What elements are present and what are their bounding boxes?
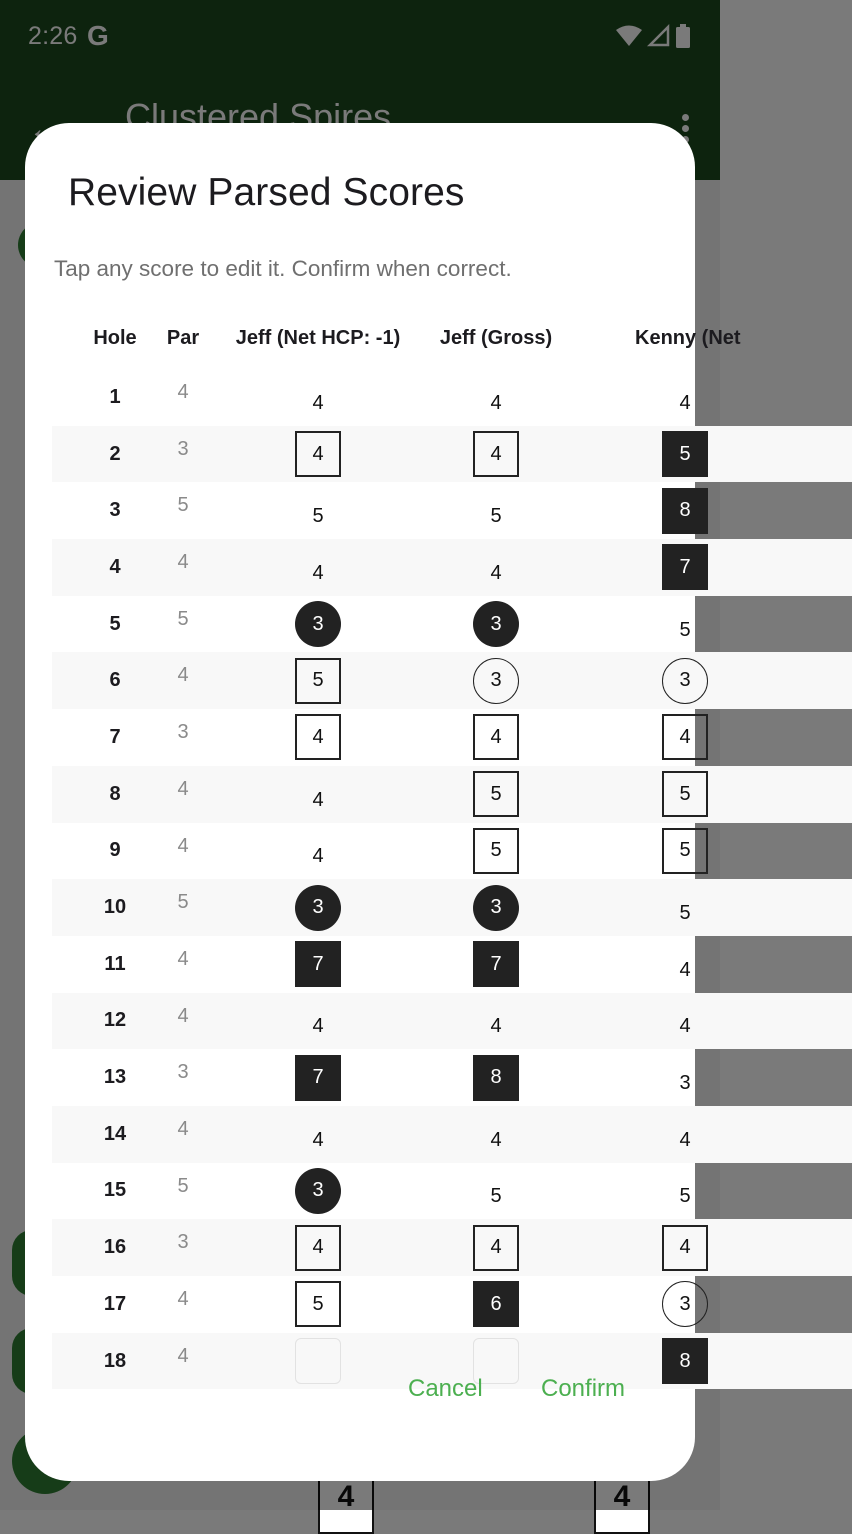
table-row — [52, 596, 852, 653]
score-cell-kenny-net — [662, 652, 708, 709]
score-bogey[interactable]: 4 — [473, 1225, 519, 1271]
score-cell-kenny-net — [662, 766, 708, 823]
score-par[interactable]: 4 — [312, 391, 324, 414]
par-value: 3 — [177, 1231, 189, 1254]
score-cell-jeff-net — [295, 426, 341, 483]
score-cell-jeff-gross — [473, 879, 519, 936]
score-bogey[interactable]: 4 — [295, 431, 341, 477]
hole-number: 13 — [103, 1066, 127, 1089]
par-value: 4 — [177, 1288, 189, 1310]
cancel-button[interactable]: Cancel — [408, 1375, 483, 1402]
table-row — [52, 539, 852, 596]
score-eagle[interactable]: 3 — [473, 885, 519, 931]
score-cell-jeff-net — [295, 1219, 341, 1276]
score-double[interactable]: 7 — [295, 1055, 341, 1101]
hole-number: 12 — [103, 1009, 127, 1032]
score-cell-jeff-gross — [473, 369, 519, 426]
table-row — [52, 936, 852, 993]
score-cell-kenny-net — [662, 1163, 708, 1220]
table-row — [52, 1276, 852, 1333]
score-bogey[interactable]: 4 — [295, 1225, 341, 1271]
score-birdie[interactable]: 3 — [662, 1281, 708, 1327]
score-double[interactable]: 7 — [473, 941, 519, 987]
par-value: 4 — [177, 664, 189, 687]
score-bogey[interactable]: 5 — [662, 771, 708, 817]
score-cell-jeff-gross — [473, 1049, 519, 1106]
score-cell-kenny-net — [662, 482, 708, 539]
score-cell-jeff-net — [295, 993, 341, 1050]
hole-number: 14 — [103, 1122, 127, 1145]
par-value: 4 — [177, 1117, 189, 1140]
score-cell-jeff-gross — [473, 426, 519, 483]
score-bogey[interactable]: 5 — [295, 1281, 341, 1327]
table-row — [52, 993, 852, 1050]
score-par[interactable]: 4 — [679, 1015, 691, 1038]
par-value: 5 — [177, 1174, 189, 1197]
par-value: 3 — [177, 721, 189, 744]
score-cell-jeff-net — [295, 369, 341, 426]
score-double[interactable]: 7 — [662, 544, 708, 590]
score-cell-jeff-net — [295, 1163, 341, 1220]
hole-number: 10 — [103, 896, 127, 919]
score-cell-jeff-gross — [473, 823, 519, 880]
score-bogey[interactable]: 5 — [662, 828, 708, 874]
hole-number: 17 — [103, 1292, 127, 1315]
dialog-subtitle: Tap any score to edit it. Confirm when correct. — [54, 256, 512, 281]
hole-number: 3 — [109, 499, 121, 522]
score-cell-kenny-net — [662, 1049, 708, 1106]
par-value: 4 — [177, 1344, 189, 1367]
par-value: 4 — [177, 777, 189, 800]
score-bogey[interactable]: 5 — [473, 828, 519, 874]
score-cell-jeff-gross — [473, 1219, 519, 1276]
score-par[interactable]: 5 — [312, 505, 324, 528]
score-par[interactable]: 4 — [312, 845, 324, 868]
score-bogey[interactable]: 5 — [473, 771, 519, 817]
score-cell-jeff-gross — [473, 539, 519, 596]
table-row — [52, 766, 852, 823]
score-cell-kenny-net — [662, 426, 708, 483]
score-double[interactable]: 8 — [662, 1338, 708, 1384]
score-bogey[interactable]: 4 — [295, 714, 341, 760]
score-cell-jeff-net — [295, 766, 341, 823]
score-cell-jeff-gross — [473, 936, 519, 993]
score-eagle[interactable]: 3 — [295, 885, 341, 931]
score-cell-kenny-net — [662, 369, 708, 426]
score-par[interactable]: 4 — [490, 561, 502, 584]
column-header-kenny-net: Kenny (Net — [635, 327, 741, 349]
hole-number: 5 — [109, 612, 121, 635]
score-cell-jeff-gross — [473, 766, 519, 823]
score-bogey[interactable]: 4 — [662, 714, 708, 760]
score-cell-kenny-net — [662, 879, 708, 936]
score-cell-jeff-gross — [473, 652, 519, 709]
par-value: 4 — [177, 1004, 189, 1027]
score-cell-kenny-net — [662, 709, 708, 766]
score-cell-jeff-net — [295, 482, 341, 539]
score-cell-kenny-net — [662, 936, 708, 993]
score-double[interactable]: 8 — [662, 488, 708, 534]
table-row — [52, 652, 852, 709]
table-header — [52, 319, 852, 369]
hole-number: 7 — [109, 725, 121, 748]
score-par[interactable]: 5 — [679, 902, 691, 925]
score-double[interactable]: 7 — [295, 941, 341, 987]
par-value: 4 — [177, 551, 189, 574]
hole-number: 18 — [103, 1349, 127, 1372]
score-par[interactable]: 5 — [679, 1185, 691, 1208]
score-par[interactable]: 5 — [490, 1185, 502, 1208]
hole-number: 15 — [103, 1179, 127, 1202]
score-cell-jeff-gross — [473, 482, 519, 539]
par-value: 4 — [177, 947, 189, 970]
table-row — [52, 879, 852, 936]
score-cell-kenny-net — [662, 596, 708, 653]
hole-number: 1 — [109, 385, 121, 408]
par-value: 5 — [177, 891, 189, 914]
confirm-button[interactable]: Confirm — [541, 1375, 626, 1402]
score-birdie[interactable]: 3 — [662, 658, 708, 704]
par-value: 3 — [177, 1061, 189, 1084]
scores-table — [52, 319, 852, 1389]
score-par[interactable]: 4 — [679, 391, 691, 414]
hole-number: 8 — [109, 782, 121, 805]
column-header-jeff-gross: Jeff (Gross) — [439, 327, 553, 349]
score-double[interactable]: 6 — [473, 1281, 519, 1327]
par-value: 5 — [177, 494, 189, 517]
column-header-jeff-net: Jeff (Net HCP: -1) — [235, 327, 401, 349]
score-cell-jeff-net — [295, 879, 341, 936]
hole-number: 9 — [109, 839, 121, 862]
score-cell-jeff-gross — [473, 1106, 519, 1163]
score-bogey[interactable]: 4 — [662, 1225, 708, 1271]
score-par[interactable]: 4 — [312, 561, 324, 584]
hole-number: 4 — [109, 555, 121, 578]
score-cell-kenny-net — [662, 539, 708, 596]
score-cell-jeff-gross — [473, 1276, 519, 1333]
score-par[interactable]: 4 — [312, 788, 324, 811]
score-par[interactable]: 4 — [490, 1015, 502, 1038]
hole-number: 2 — [109, 442, 121, 465]
score-par[interactable]: 4 — [490, 1128, 502, 1151]
table-row — [52, 709, 852, 766]
par-value: 5 — [177, 607, 189, 630]
table-row — [52, 426, 852, 483]
score-cell-kenny-net — [662, 993, 708, 1050]
scores-table-scroll[interactable] — [52, 319, 741, 1372]
score-birdie[interactable]: 3 — [473, 658, 519, 704]
score-par[interactable]: 5 — [490, 505, 502, 528]
table-body — [52, 369, 852, 1389]
score-double[interactable]: 5 — [662, 431, 708, 477]
score-cell-jeff-net — [295, 539, 341, 596]
par-value: 4 — [177, 834, 189, 857]
score-bogey[interactable]: 4 — [473, 431, 519, 477]
score-cell-jeff-net — [295, 1049, 341, 1106]
score-cell-jeff-net — [295, 823, 341, 880]
table-row — [52, 369, 852, 426]
score-cell-jeff-net — [295, 936, 341, 993]
score-cell-jeff-gross — [473, 596, 519, 653]
hole-number: 6 — [109, 669, 121, 692]
table-row — [52, 1219, 852, 1276]
score-cell-kenny-net — [662, 1219, 708, 1276]
score-bogey[interactable]: 5 — [295, 658, 341, 704]
par-value: 3 — [177, 437, 189, 460]
score-bogey[interactable]: 4 — [473, 714, 519, 760]
table-row — [52, 823, 852, 880]
column-header-hole: Hole — [93, 327, 137, 349]
score-cell-jeff-net — [295, 709, 341, 766]
score-double[interactable]: 8 — [473, 1055, 519, 1101]
score-cell-kenny-net — [662, 1276, 708, 1333]
score-eagle[interactable]: 3 — [473, 601, 519, 647]
score-cell-jeff-gross — [473, 1163, 519, 1220]
table-row — [52, 1163, 852, 1220]
column-header-par: Par — [166, 327, 200, 349]
table-row — [52, 482, 852, 539]
hole-number: 16 — [103, 1236, 127, 1259]
score-par[interactable]: 4 — [490, 391, 502, 414]
table-row — [52, 1049, 852, 1106]
score-par[interactable]: 4 — [679, 958, 691, 981]
score-cell-kenny-net — [662, 823, 708, 880]
score-par[interactable]: 4 — [312, 1128, 324, 1151]
score-eagle[interactable]: 3 — [295, 1168, 341, 1214]
score-par[interactable]: 4 — [312, 1015, 324, 1038]
hole-number: 11 — [104, 952, 126, 975]
score-par[interactable]: 4 — [679, 1128, 691, 1151]
score-cell-kenny-net — [662, 1106, 708, 1163]
dialog-actions — [25, 1375, 695, 1419]
score-eagle[interactable]: 3 — [295, 601, 341, 647]
dialog-title: Review Parsed Scores — [68, 171, 465, 214]
score-par[interactable]: 3 — [679, 1072, 691, 1095]
par-value: 4 — [177, 381, 189, 403]
review-scores-dialog — [25, 123, 741, 1481]
score-cell-jeff-gross — [473, 993, 519, 1050]
score-par[interactable]: 5 — [679, 618, 691, 641]
score-cell-jeff-net — [295, 1106, 341, 1163]
score-cell-jeff-gross — [473, 709, 519, 766]
score-cell-jeff-net — [295, 596, 341, 653]
score-cell-jeff-net — [295, 1276, 341, 1333]
table-row — [52, 1106, 852, 1163]
score-cell-jeff-net — [295, 652, 341, 709]
